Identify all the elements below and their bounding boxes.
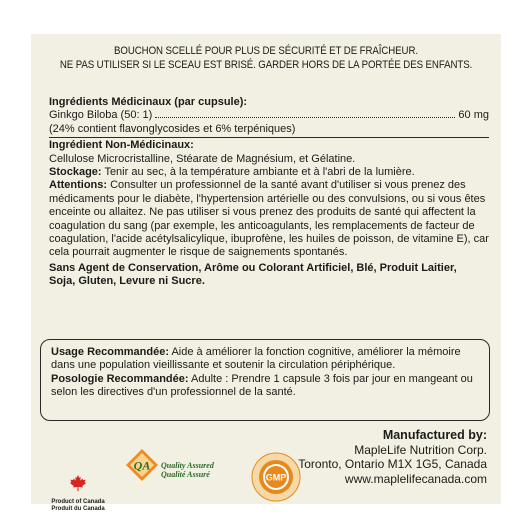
- non-medicinal-text: Cellulose Microcristalline, Stéarate de Magnésium, et Gélatine.: [49, 152, 356, 165]
- quality-assured-en: Quality Assured: [161, 461, 214, 470]
- storage-label: Stockage:: [49, 166, 102, 179]
- maple-leaf-icon: [69, 474, 87, 492]
- free-from-line-2: Soja, Gluten, Levure ni Sucre.: [49, 275, 205, 288]
- quality-assured-text: [161, 461, 214, 479]
- warnings-line-3: enceinte ou allaitez. Ne pas utiliser si vous prenez des produits de santé qui affectent la: [49, 206, 476, 219]
- ingredients-section: [49, 96, 489, 289]
- company-name: MapleLife Nutrition Corp.: [354, 442, 487, 457]
- dosage-label: Posologie Recommandée:: [51, 372, 189, 385]
- dosage-text-1: Adulte : Prendre 1 capsule 3 fois par jour en mangeant ou: [191, 372, 473, 385]
- notice-line-1: BOUCHON SCELLÉ POUR PLUS DE SÉCURITÉ ET DE FRAÎCHEUR.: [114, 45, 418, 57]
- label-footer: [31, 424, 501, 512]
- dotted-leader: [155, 116, 455, 118]
- warnings-line-6: cela pourrait augmenter le risque de saignements spontanés.: [49, 246, 348, 259]
- usage-line-1: [51, 346, 479, 359]
- non-medicinal-heading: Ingrédient Non-Médicinaux:: [49, 139, 194, 152]
- medicinal-item-name: Ginkgo Biloba (50: 1): [49, 109, 153, 122]
- warnings-label: Attentions:: [49, 179, 108, 192]
- qa-mark-text: QA: [133, 458, 151, 473]
- medicinal-item-dose: 60 mg: [458, 109, 489, 122]
- warnings-line-2: médicaments pour le diabète, l'hypertension artérielle ou des convulsions, ou si vous êtes: [49, 192, 486, 205]
- gmp-seal-icon: [251, 452, 301, 502]
- usage-line-2: dans une population vieillissante et soutenir la circulation périphérique.: [51, 359, 396, 372]
- dosage-line-1: [51, 373, 479, 386]
- usage-dosage-box: [40, 339, 490, 421]
- manufactured-by-label: Manufactured by:: [382, 428, 487, 442]
- medicinal-item-note: (24% contient flavonglycosides et 6% terpéniques): [49, 122, 296, 135]
- storage-line: [49, 166, 489, 179]
- warnings-text-1: Consulter un professionnel de la santé avant d'utiliser si vous prenez des: [110, 179, 466, 192]
- medicinal-heading: Ingrédients Médicinaux (par cupsule):: [49, 96, 248, 108]
- warnings-line-5: coagulation, l'acide acétylsalicylique, ibuprofène, les huiles de poisson, de vitamine E), car: [49, 233, 489, 246]
- divider: [49, 137, 489, 138]
- product-of-canada-fr: Produit du Canada: [51, 506, 105, 512]
- notice-line-2: NE PAS UTILISER SI LE SCEAU EST BRISÉ. GARDER HORS DE LA PORTÉE DES ENFANTS.: [59, 59, 473, 71]
- product-of-canada-badge: [43, 474, 113, 513]
- warnings-line-4: coagulation du sang (par exemple, les anticoagulants, les remplacements de facteur de: [49, 219, 475, 232]
- quality-assured-fr: Qualité Assuré: [161, 470, 210, 479]
- quality-assured-icon: [125, 448, 159, 482]
- usage-label: Usage Recommandée:: [51, 346, 169, 358]
- storage-text: Tenir au sec, à la température ambiante et à l'abri de la lumière.: [104, 166, 415, 179]
- manufacturer-block: [298, 428, 487, 486]
- gmp-mark-text: GMP: [265, 472, 287, 483]
- company-website: www.maplelifecanada.com: [344, 471, 487, 486]
- dosage-line-2: selon les directives d'un professionnel de la santé.: [51, 386, 296, 399]
- medicinal-item: [49, 109, 489, 122]
- product-label: [31, 34, 501, 512]
- warnings-line-1: [49, 179, 489, 192]
- product-of-canada-en: Product of Canada: [51, 499, 105, 505]
- company-address: Toronto, Ontario M1X 1G5, Canada: [298, 457, 487, 471]
- safety-notice: [59, 44, 473, 72]
- usage-text-1: Aide à améliorer la fonction cognitive, améliorer la mémoire: [171, 346, 461, 358]
- free-from-line-1: Sans Agent de Conservation, Arôme ou Colorant Artificiel, Blé, Produit Laitier,: [49, 261, 457, 274]
